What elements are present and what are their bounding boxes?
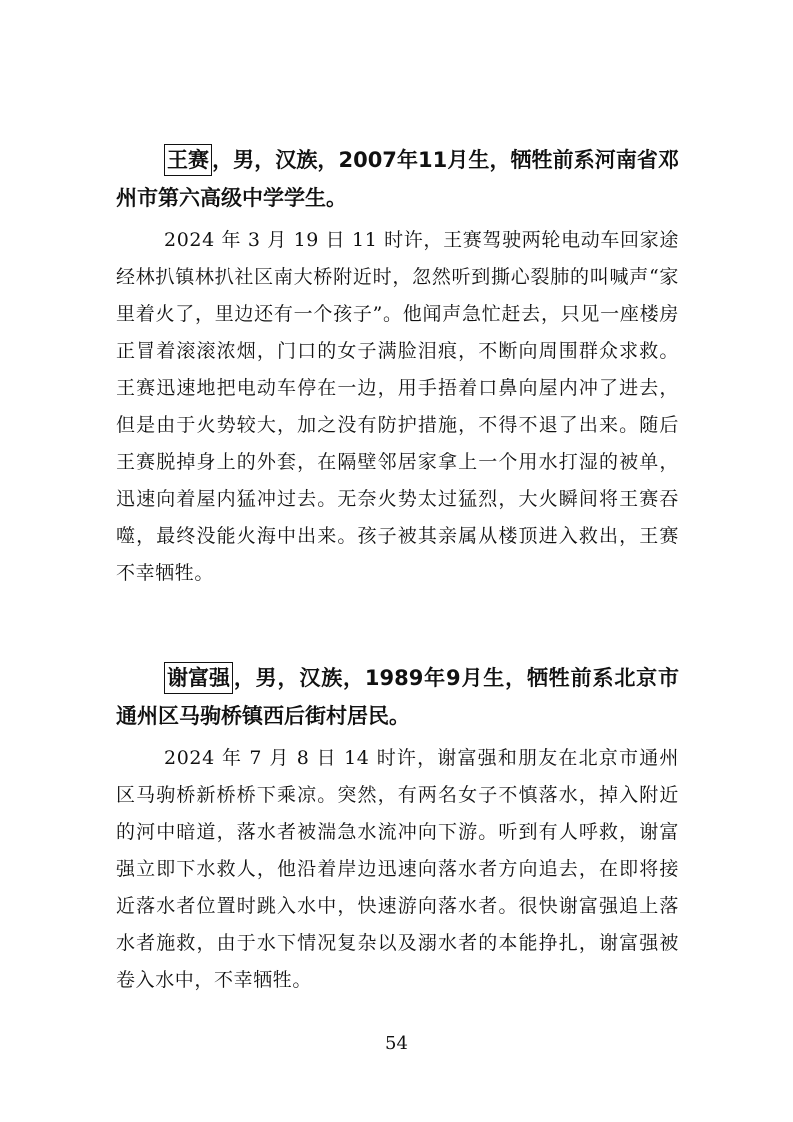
- entry-body: 2024 年 7 月 8 日 14 时许，谢富强和朋友在北京市通州区马驹桥新桥桥下乘凉。突然，有两名女子不慎落水，掉入附近的河中暗道，落水者被湍急水流冲向下游。听到有人呼救，谢富强立即下水救人，他沿着岸边迅速向落水者方向追去，在即将接近落水者位置时跳入水中，快速游向落水者。很快谢富强追上落水者施救，由于水下情况复杂以及溺水者的本能挣扎，谢富强被卷入水中，不幸牺牲。: [116, 747, 679, 991]
- heading-details: ，男，汉族，1989年9月生，牺牲前系北京市通州区马驹桥镇西后街村居民。: [116, 666, 679, 728]
- entry-heading: [116, 141, 679, 217]
- boxed-name: 谢富强: [164, 662, 233, 694]
- page-number: 54: [385, 1033, 408, 1054]
- entry-wang-sai: [116, 141, 679, 592]
- entry-heading: [116, 659, 679, 735]
- heading-details: ，男，汉族，2007年11月生，牺牲前系河南省邓州市第六高级中学学生。: [116, 148, 679, 210]
- entry-body: 2024 年 3 月 19 日 11 时许，王赛驾驶两轮电动车回家途经林扒镇林扒社区南大桥附近时，忽然听到撕心裂肺的叫喊声“家里着火了，里边还有一个孩子”。他闻声急忙赶去，只见一座楼房正冒着滚滚浓烟，门口的女子满脸泪痕，不断向周围群众求救。王赛迅速地把电动车停在一边，用手捂着口鼻向屋内冲了进去，但是由于火势较大，加之没有防护措施，不得不退了出来。随后王赛脱掉身上的外套，在隔壁邻居家拿上一个用水打湿的被单，迅速向着屋内猛冲过去。无奈火势太过猛烈，大火瞬间将王赛吞噬，最终没能火海中出来。孩子被其亲属从楼顶进入救出，王赛不幸牺牲。: [116, 229, 679, 584]
- boxed-name: 王赛: [164, 144, 212, 176]
- entry-xie-fuqiang: [116, 659, 679, 999]
